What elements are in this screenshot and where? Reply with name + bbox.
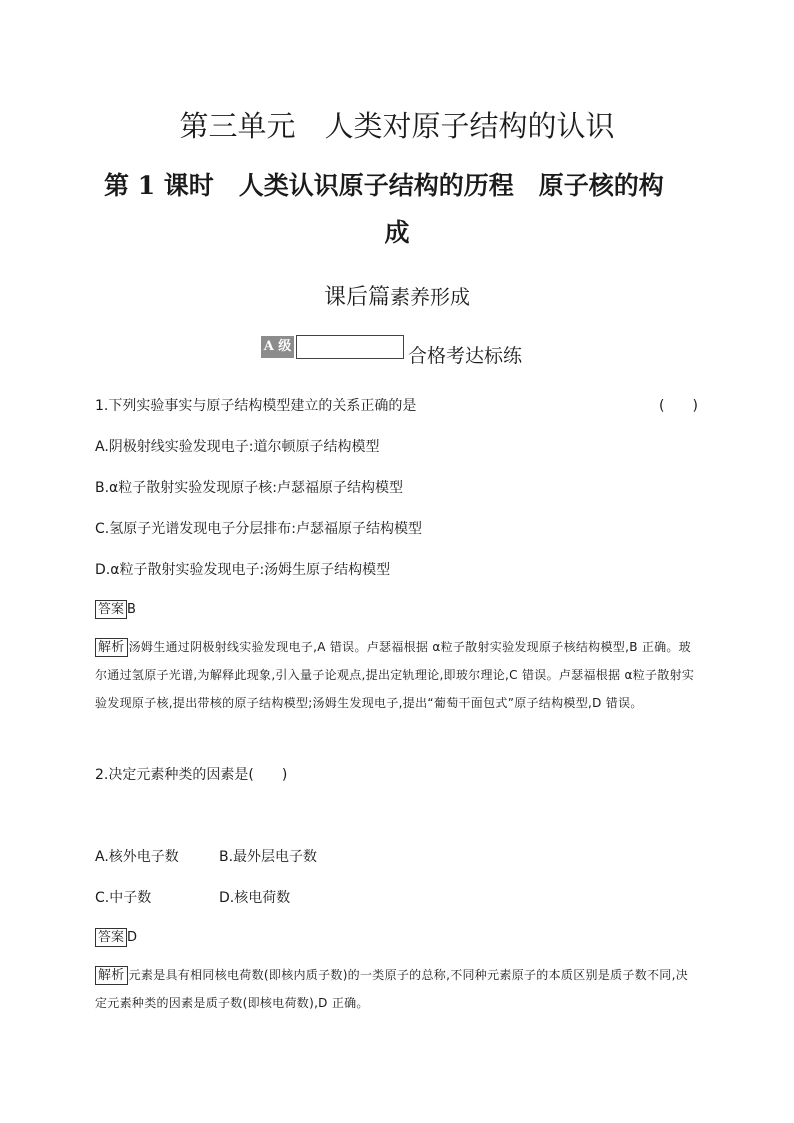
answer-value: D	[127, 930, 138, 945]
question-2-option-d: D.核电荷数	[219, 890, 291, 906]
question-2-analysis	[95, 961, 695, 1017]
section-title	[0, 280, 794, 311]
question-1-paren: ( )	[659, 398, 698, 414]
question-1-analysis	[95, 633, 695, 717]
answer-tag: 答案	[95, 928, 127, 947]
question-1-option-b: B.α粒子散射实验发现原子核:卢瑟福原子结构模型	[95, 480, 403, 496]
lesson-title-line2: 成	[384, 218, 410, 247]
question-2-option-b: B.最外层电子数	[219, 849, 318, 865]
analysis-text: 元素是具有相同核电荷数(即核内质子数)的一类原子的总称,不同种元素原子的本质区别是质子数不同,决定元素种类的因素是质子数(即核电荷数),D 正确。	[95, 968, 689, 1010]
lesson-title-line1: 第 1 课时 人类认识原子结构的历程 原子核的构	[104, 171, 664, 200]
answer-tag: 答案	[95, 600, 127, 619]
question-2-option-a: A.核外电子数	[95, 849, 179, 865]
level-badge: A 级	[261, 336, 294, 358]
section-title-sub: 素养形成	[390, 285, 470, 309]
analysis-text: 汤姆生通过阴极射线实验发现电子,A 错误。卢瑟福根据 α粒子散射实验发现原子核结构模型,B 正确。玻尔通过氢原子光谱,为解释此现象,引入量子论观点,提出定轨理论,即玻尔理论,C 错误。卢瑟福根据 α粒子散射实验发现原子核,提出带核的原子结构模型;汤姆生发现电子,提出“葡萄干面包式”原子结构模型,D 错误。	[95, 640, 695, 710]
answer-value: B	[127, 602, 136, 617]
unit-title: 第三单元 人类对原子结构的认识	[179, 109, 615, 143]
question-1-option-d: D.α粒子散射实验发现电子:汤姆生原子结构模型	[95, 562, 391, 578]
question-2-answer	[95, 926, 137, 947]
level-title: 合格考达标练	[408, 345, 523, 367]
question-1-option-c: C.氢原子光谱发现电子分层排布:卢瑟福原子结构模型	[95, 521, 422, 537]
question-2-stem: 2.决定元素种类的因素是( )	[95, 767, 288, 783]
analysis-tag: 解析	[95, 638, 128, 657]
question-1-stem: 1.下列实验事实与原子结构模型建立的关系正确的是	[95, 398, 417, 414]
analysis-tag: 解析	[95, 966, 128, 985]
section-title-main: 课后篇	[323, 285, 390, 310]
question-1-option-a: A.阴极射线实验发现电子:道尔顿原子结构模型	[95, 439, 380, 455]
question-2-option-c: C.中子数	[95, 890, 152, 906]
question-1-answer	[95, 598, 136, 619]
level-blank-box	[296, 335, 404, 359]
